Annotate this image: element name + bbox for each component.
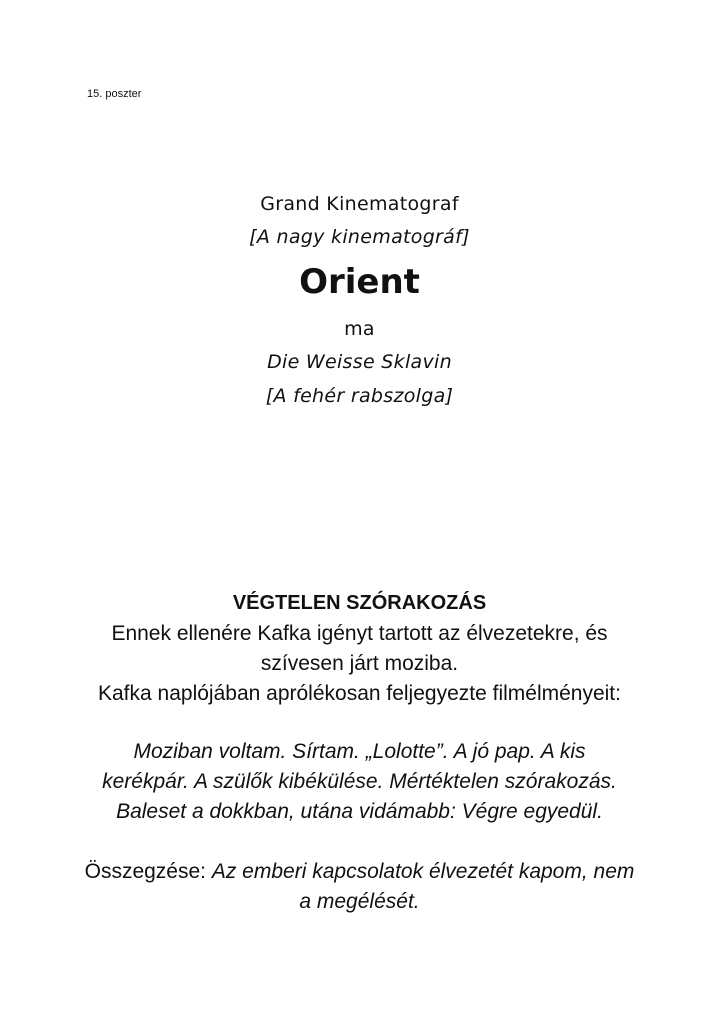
summary-text: Az emberi kapcsolatok élvezetét kapom, nem	[211, 860, 635, 883]
summary-line: a megélését.	[299, 890, 420, 913]
paragraph-line: Ennek ellenére Kafka igényt tartott az élvezetekre, és	[111, 622, 608, 645]
page-label: 15. poszter	[87, 88, 142, 100]
poster-line-grand-kinematograf: Grand Kinematograf	[260, 193, 459, 215]
quote-line: kerékpár. A szülők kibékülése. Mértéktelen szórakozás.	[102, 770, 617, 793]
poster-line-translation: [A nagy kinematográf]	[249, 226, 470, 248]
paragraph-line: szívesen járt moziba.	[260, 652, 459, 675]
quote-line: Moziban voltam. Sírtam. „Lolotte”. A jó pap. A kis	[133, 740, 586, 763]
summary-label: Összegzése:	[84, 860, 212, 883]
poster-title: Orient	[299, 262, 420, 302]
paragraph-line: Kafka naplójában aprólékosan feljegyezte filmélményeit:	[98, 682, 621, 705]
poster-film-translation: [A fehér rabszolga]	[265, 385, 454, 407]
article-heading: VÉGTELEN SZÓRAKOZÁS	[232, 592, 487, 614]
poster-film-title: Die Weisse Sklavin	[267, 351, 452, 373]
summary-line	[0, 857, 719, 887]
quote-line: Baleset a dokkban, utána vidámabb: Végre egyedül.	[116, 800, 603, 823]
poster-line-ma: ma	[344, 318, 375, 340]
